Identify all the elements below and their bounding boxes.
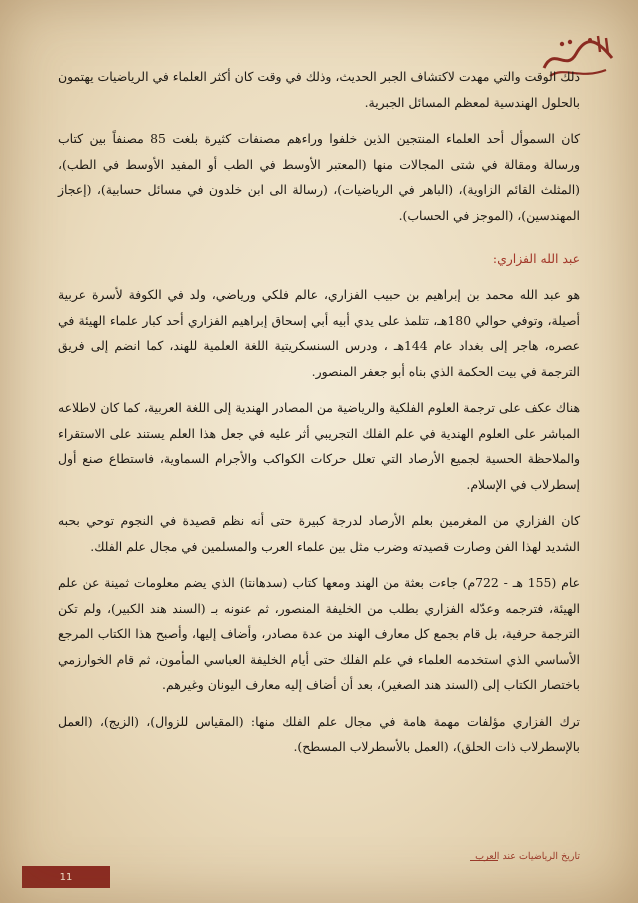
footer-book-title: تاريخ الرياضيات عند العرب	[475, 851, 580, 862]
section-paragraph-5: ترك الفزاري مؤلفات مهمة هامة في مجال علم الفلك منها: (المقياس للزوال)، (الزيج)، (العمل بالإسطرلاب ذات الحلق)، (العمل بالأسطرلاب المسطح).	[58, 713, 580, 754]
section-paragraph-1: هو عبد الله محمد بن إبراهيم بن حبيب الفزاري، عالم فلكي ورياضي، ولد في الكوفة لأسرة عربية أصيلة، وتوفي حوالي 180هـ، تتلمذ على يدي أبيه أبي إسحاق إبراهيم الفزاري أحد كبار علماء الهيئة في عصره، هاجر إلى بغداد عام 144هـ ، ودرس السنسكريتية اللغة العلمية للهند، كما انضم إلى فريق الترجمة في بيت الحكمة الذي بناه أبو جعفر المنصور.	[58, 287, 581, 379]
section-heading: عبد الله الفزاري:	[492, 251, 580, 266]
section-paragraph-4: عام (155 هـ - 722م) جاءت بعثة من الهند ومعها كتاب (سدهانتا) الذي يضم معلومات ثمينة عن علم الهيئة، فترجمه وعدّله الفزاري بطلب من الخليفة المنصور، ثم عنونه بـ (السند هند الكبير)، ولم تكن الترجمة حرفية، بل قام بجمع كل معارف الهند من عدة مصادر، وأضاف إليها، وأصبح هذا الكتاب المرجع الأساسي الذي استخدمه العلماء في علم الفلك حتى أيام الخليفة العباسي المأمون، ثم قام الخوارزمي باختصار الكتاب إلى (السند هند الصغير)، بعد أن أضاف إليه معارف اليونان وغيرهم.	[58, 575, 580, 692]
article-body	[58, 64, 580, 771]
section-paragraph-2: هناك عكف على ترجمة العلوم الفلكية والرياضية من المصادر الهندية إلى اللغة العربية، كما كان لاطلاعه المباشر على العلوم الهندية في علم الفلك التجريبي أثر عليه في جعل هذا العلم يستند على الاستقراء والملاحظة الحسية لجميع الأرصاد التي تعلل حركات الكواكب والأجرام السماوية، فاستطاع صنع أول إسطرلاب في الإسلام.	[58, 400, 580, 492]
paragraph-1: ذلك الوقت والتي مهدت لاكتشاف الجبر الحديث، وذلك في وقت كان أكثر العلماء في الرياضيات يهتمون بالحلول الهندسية لمعظم المسائل الجبرية.	[58, 69, 580, 110]
page-number: 11	[22, 866, 110, 888]
paragraph-2: كان السموأل أحد العلماء المنتجين الذين خلفوا وراءهم مصنفات كثيرة بلغت 85 مصنفاً بين كتاب ورسالة ومقالة في شتى المجالات منها (المعتبر الأوسط في الطب أو المفيد الأوسط في الطب)، (المثلث القائم الزاوية)، (الباهر في الرياضيات)، (رسالة الى ابن خلدون في مسائل حسابية)، (إعجاز المهندسين)، (الموجز في الحساب).	[58, 131, 580, 223]
section-paragraph-3: كان الفزاري من المغرمين بعلم الأرصاد لدرجة كبيرة حتى أنه نظم قصيدة في النجوم توحي بحبه الشديد لهذا الفن وصارت قصيدته وضرب مثل بين علماء العرب والمسلمين في مجال علم الفلك.	[58, 513, 580, 554]
